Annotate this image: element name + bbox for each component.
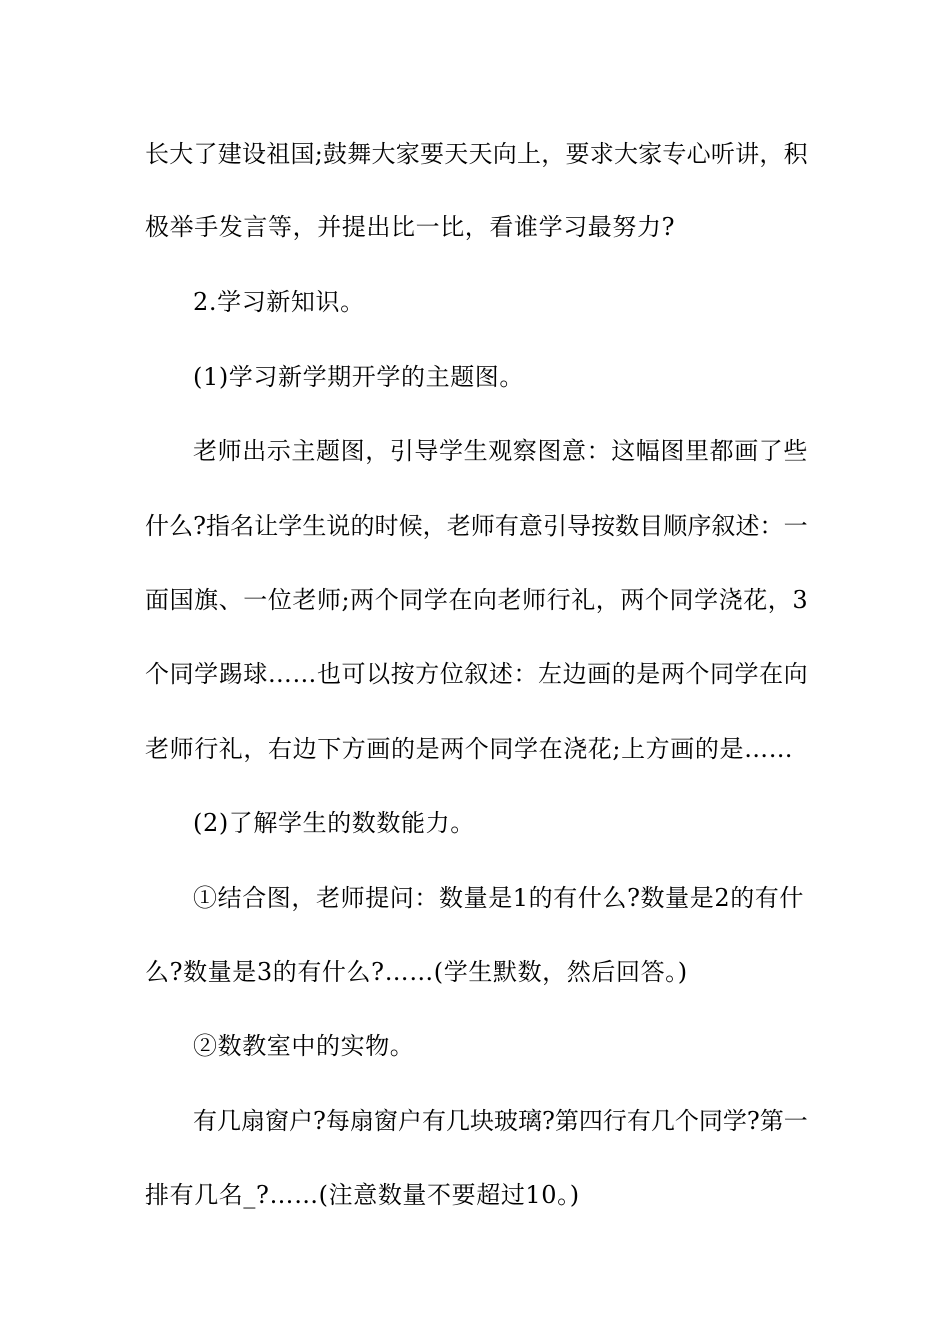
text-line-2: 极举手发言等，并提出比一比，看谁学习最努力? xyxy=(145,213,676,241)
paragraph-line: 老师出示主题图，引导学生观察图意：这幅图里都画了些 xyxy=(193,437,808,465)
subsection-heading-1: (1)学习新学期开学的主题图。 xyxy=(193,363,524,391)
paragraph-line: 面国旗、一位老师;两个同学在向老师行礼，两个同学浇花，3 xyxy=(145,586,809,614)
text-line-1: 长大了建设祖国;鼓舞大家要天天向上，要求大家专心听讲，积 xyxy=(145,140,808,168)
paragraph-line: 个同学踢球……也可以按方位叙述：左边画的是两个同学在向 xyxy=(145,660,809,688)
subsection-heading-2: (2)了解学生的数数能力。 xyxy=(193,809,475,837)
paragraph-line: ②数教室中的实物。 xyxy=(193,1032,415,1060)
paragraph-line: 老师行礼，右边下方画的是两个同学在浇花;上方画的是…… xyxy=(145,735,794,763)
paragraph-line: 什么?指名让学生说的时候，老师有意引导按数目顺序叙述：一 xyxy=(145,512,808,540)
paragraph-line: 么?数量是3的有什么?……(学生默数，然后回答。) xyxy=(145,958,688,986)
paragraph-line: 排有几名_?……(注意数量不要超过10。) xyxy=(145,1181,580,1209)
paragraph-line: ①结合图，老师提问：数量是1的有什么?数量是2的有什 xyxy=(193,884,805,912)
paragraph-line: 有几扇窗户?每扇窗户有几块玻璃?第四行有几个同学?第一 xyxy=(193,1107,808,1135)
section-heading: 2.学习新知识。 xyxy=(193,288,365,316)
